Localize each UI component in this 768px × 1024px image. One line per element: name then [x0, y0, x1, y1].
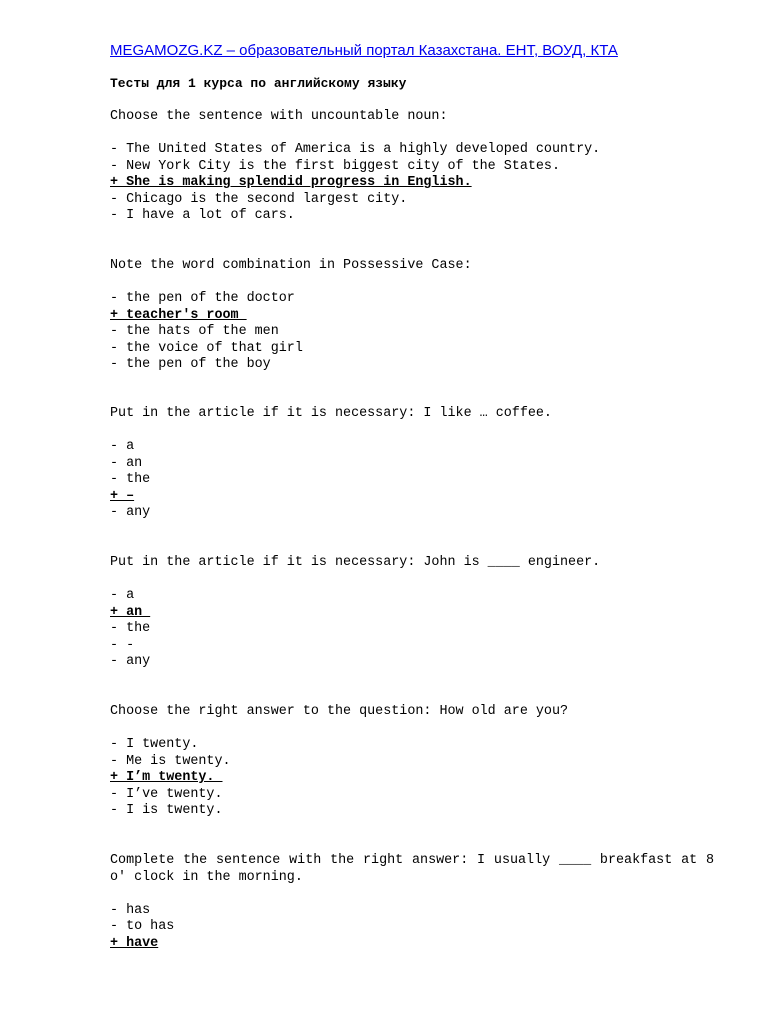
- question-2: [110, 258, 714, 374]
- question-5: [110, 704, 714, 820]
- question-1: [110, 109, 714, 225]
- answer-option: - an: [110, 455, 143, 471]
- answer-list: [110, 903, 714, 953]
- question-text: Complete the sentence with the right answer: I usually ____ breakfast at 8 o' clock in the morning.: [110, 853, 723, 885]
- answer-list: [110, 439, 714, 522]
- question-text: Put in the article if it is necessary: I like … coffee.: [110, 406, 552, 421]
- correct-answer-option: + She is making splendid progress in English.: [110, 175, 472, 190]
- correct-answer-option: + have: [110, 935, 159, 951]
- question-3: [110, 406, 714, 522]
- question-text: Choose the sentence with uncountable noun:: [110, 109, 448, 124]
- answer-option: - any: [110, 505, 151, 520]
- answer-option: - to has: [110, 919, 175, 934]
- answer-option: - the pen of the boy: [110, 357, 271, 372]
- document-title: Тесты для 1 курса по английскому языку: [110, 76, 407, 91]
- correct-answer-option: + I’m twenty.: [110, 770, 223, 785]
- answer-option: - the voice of that girl: [110, 340, 303, 356]
- answer-option: - Chicago is the second largest city.: [110, 191, 408, 207]
- answer-list: [110, 737, 714, 820]
- question-text: Put in the article if it is necessary: John is ____ engineer.: [110, 555, 601, 570]
- answer-option: - I have a lot of cars.: [110, 208, 295, 223]
- answer-option: - I’ve twenty.: [110, 786, 223, 802]
- answer-option: - I is twenty.: [110, 803, 223, 818]
- answer-list: [110, 142, 714, 225]
- answer-option: - I twenty.: [110, 737, 199, 752]
- answer-option: - New York City is the first biggest city of the States.: [110, 158, 560, 174]
- correct-answer-option: + –: [110, 488, 135, 504]
- correct-answer-option: + an: [110, 604, 151, 620]
- answer-option: - has: [110, 902, 151, 918]
- answer-list: [110, 588, 714, 671]
- answer-option: - The United States of America is a highly developed country.: [110, 142, 601, 157]
- answer-option: - the: [110, 472, 151, 487]
- answer-option: - the pen of the doctor: [110, 291, 295, 306]
- question-4: [110, 555, 714, 671]
- header-site-link[interactable]: MEGAMOZG.KZ – образовательный портал Казахстана. ЕНТ, ВОУД, КТА: [110, 42, 618, 59]
- answer-option: - -: [110, 637, 135, 653]
- answer-option: - the hats of the men: [110, 324, 279, 339]
- answer-option: - Me is twenty.: [110, 753, 231, 769]
- question-text: Note the word combination in Possessive Case:: [110, 258, 472, 273]
- answer-list: [110, 291, 714, 374]
- answer-option: - any: [110, 654, 151, 669]
- correct-answer-option: + teacher's room: [110, 307, 247, 323]
- answer-option: - a: [110, 588, 135, 603]
- question-text: Choose the right answer to the question: How old are you?: [110, 704, 569, 719]
- question-6: [110, 853, 723, 952]
- answer-option: - a: [110, 439, 135, 454]
- answer-option: - the: [110, 621, 151, 636]
